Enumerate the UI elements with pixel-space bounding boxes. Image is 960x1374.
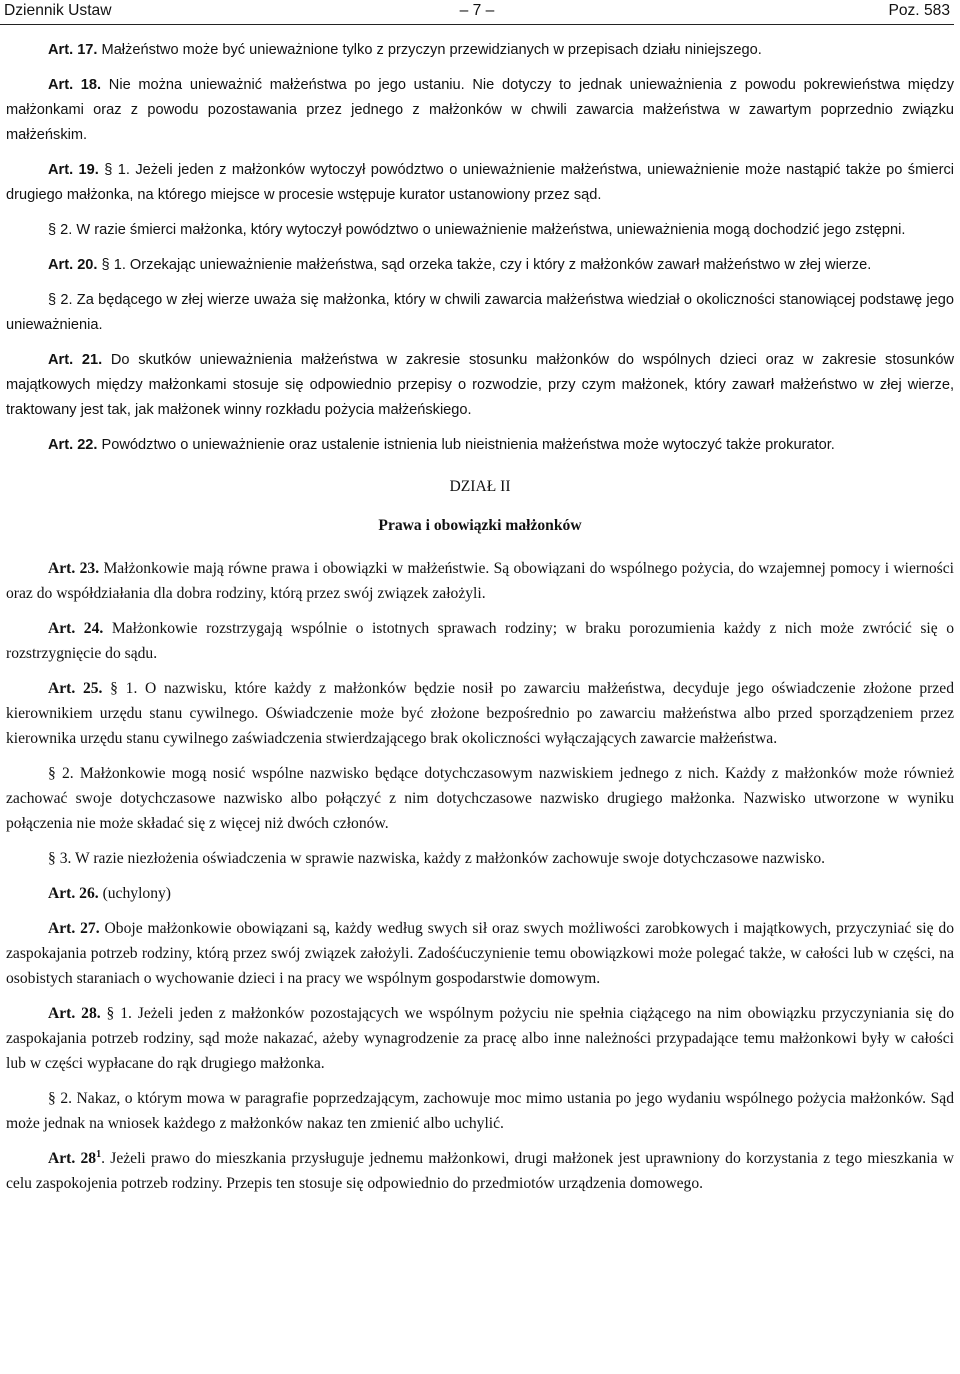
article-text: § 1. O nazwisku, które każdy z małżonków będzie nosił po zawarciu małżeństwa, decyduje jego oświadczenie złożone przed kierownikiem urzędu stanu cywilnego. Oświadczenie może być złożone bezpośrednio po zawarciu małżeństwa albo przed sporządzeniem przez kierownika urzędu stanu cywilnego zaświadczenia stwierdzającego brak okoliczności wyłączających zawarcie małżeństwa. xyxy=(6,680,954,747)
article-27 xyxy=(6,916,954,991)
position-number: Poz. 583 xyxy=(888,2,950,19)
article-25-par-3 xyxy=(6,846,954,871)
article-number: Art. 24. xyxy=(48,620,104,637)
article-text: § 2. W razie śmierci małżonka, który wytoczył powództwo o unieważnienie małżeństwa, unieważnienia mogą dochodzić jego zstępni. xyxy=(48,222,906,238)
article-number: Art. 17. xyxy=(48,42,98,58)
article-number: Art. 18. xyxy=(48,77,102,93)
article-text: Małżonkowie mają równe prawa i obowiązki w małżeństwie. Są obowiązani do wspólnego pożycia, do wzajemnej pomocy i wierności oraz do współdziałania dla dobra rodziny, którą przez swój związek założyli. xyxy=(6,560,954,602)
article-number: Art. 28. xyxy=(48,1005,101,1022)
article-number: Art. 22. xyxy=(48,437,98,453)
article-26 xyxy=(6,881,954,906)
article-number: Art. 19. xyxy=(48,162,99,178)
article-text: § 2. Małżonkowie mogą nosić wspólne nazwisko będące dotychczasowym nazwiskiem jednego z nich. Każdy z małżonków może również zachować swoje dotychczasowe nazwisko albo połączyć z nim dotychczasowe nazwisko drugiego małżonka. Nazwisko utworzone w wyniku połączenia nie może składać się z więcej niż dwóch członów. xyxy=(6,765,954,832)
article-number: Art. 26. xyxy=(48,885,99,902)
article-number: Art. 28 xyxy=(48,1150,97,1167)
article-21 xyxy=(6,348,954,423)
article-text: Małżeństwo może być unieważnione tylko z przyczyn przewidzianych w przepisach działu niniejszego. xyxy=(97,42,762,58)
article-number: Art. 21. xyxy=(48,352,103,368)
article-superscript: 1 xyxy=(96,1148,102,1160)
article-text: Powództwo o unieważnienie oraz ustalenie istnienia lub nieistnienia małżeństwa może wytoczyć także prokurator. xyxy=(97,437,835,453)
article-text: Oboje małżonkowie obowiązani są, każdy według swych sił oraz swych możliwości zarobkowych i majątkowych, przyczyniać się do zaspokajania potrzeb rodziny, którą przez swój związek założyli. Zadośćuczynienie temu obowiązkowi może polegać także, w całości lub w części, na osobistych staraniach o wychowanie dzieci i na pracy we wspólnym gospodarstwie domowym. xyxy=(6,920,954,987)
article-19-par-2 xyxy=(6,218,954,243)
article-text: (uchylony) xyxy=(98,885,171,902)
article-28-par-2 xyxy=(6,1086,954,1136)
article-22 xyxy=(6,433,954,458)
page-number: – 7 – xyxy=(459,2,495,19)
article-text: Małżonkowie rozstrzygają wspólnie o istotnych sprawach rodziny; w braku porozumienia każdy z nich może zwrócić się o rozstrzygnięcie do sądu. xyxy=(6,620,954,662)
article-text: Do skutków unieważnienia małżeństwa w zakresie stosunku małżonków do wspólnych dzieci oraz w zakresie stosunków majątkowych między małżonkami stosuje się odpowiednio przepisy o rozwodzie, przy czym małżonek, który zawarł małżeństwo w złej wierze, traktowany jest tak, jak małżonek winny rozkładu pożycia małżeńskiego. xyxy=(6,352,954,418)
article-20-par-2 xyxy=(6,288,954,338)
article-28-1 xyxy=(6,1146,954,1196)
division-label: DZIAŁ II xyxy=(449,478,511,495)
article-28 xyxy=(6,1001,954,1076)
article-number: Art. 23. xyxy=(48,560,100,577)
article-number: Art. 20. xyxy=(48,257,98,273)
article-text: . Jeżeli prawo do mieszkania przysługuje jednemu małżonkowi, drugi małżonek jest uprawniony do korzystania z tego mieszkania w celu zaspokojenia potrzeb rodziny. Przepis ten stosuje się odpowiednio do przedmiotów urządzenia domowego. xyxy=(6,1150,954,1192)
article-number: Art. 25. xyxy=(48,680,103,697)
article-18 xyxy=(6,73,954,148)
article-19 xyxy=(6,158,954,208)
page-header xyxy=(0,0,954,25)
article-text: § 2. Nakaz, o którym mowa w paragrafie poprzedzającym, zachowuje moc mimo ustania po jego wydaniu wspólnego pożycia małżonków. Sąd może jednak na wniosek każdego z małżonków nakaz ten zmienić albo uchylić. xyxy=(6,1090,954,1132)
document-body xyxy=(6,38,954,1206)
journal-title: Dziennik Ustaw xyxy=(4,2,112,19)
article-text: § 3. W razie niezłożenia oświadczenia w sprawie nazwiska, każdy z małżonków zachowuje swoje dotychczasowe nazwisko. xyxy=(48,850,826,867)
article-25 xyxy=(6,676,954,751)
article-text: Nie można unieważnić małżeństwa po jego ustaniu. Nie dotyczy to jednak unieważnienia z powodu pokrewieństwa między małżonkami oraz z powodu pozostawania przez jednego z małżonków w chwili zawarcia małżeństwa w zawartym poprzednio związku małżeńskim. xyxy=(6,77,954,143)
article-20 xyxy=(6,253,954,278)
article-number: Art. 27. xyxy=(48,920,100,937)
article-24 xyxy=(6,616,954,666)
article-text: § 1. Orzekając unieważnienie małżeństwa, sąd orzeka także, czy i który z małżonków zawarł małżeństwo w złej wierze. xyxy=(97,257,872,273)
division-title: Prawa i obowiązki małżonków xyxy=(378,517,582,534)
article-text: § 1. Jeżeli jeden z małżonków pozostających we wspólnym pożyciu nie spełnia ciążącego na nim obowiązku przyczyniania się do zaspokajania potrzeb rodziny, sąd może nakazać, ażeby wynagrodzenie za pracę albo inne należności przypadające temu małżonkowi były w całości lub w części wypłacane do rąk drugiego małżonka. xyxy=(6,1005,954,1072)
article-25-par-2 xyxy=(6,761,954,836)
article-17 xyxy=(6,38,954,63)
article-23 xyxy=(6,556,954,606)
article-text: § 1. Jeżeli jeden z małżonków wytoczył powództwo o unieważnienie małżeństwa, unieważnienie może nastąpić także po śmierci drugiego małżonka, na którego miejsce w procesie wstępuje kurator ustanowiony przez sąd. xyxy=(6,162,954,203)
article-text: § 2. Za będącego w złej wierze uważa się małżonka, który w chwili zawarcia małżeństwa wiedział o okoliczności stanowiącej podstawę jego unieważnienia. xyxy=(6,292,954,333)
